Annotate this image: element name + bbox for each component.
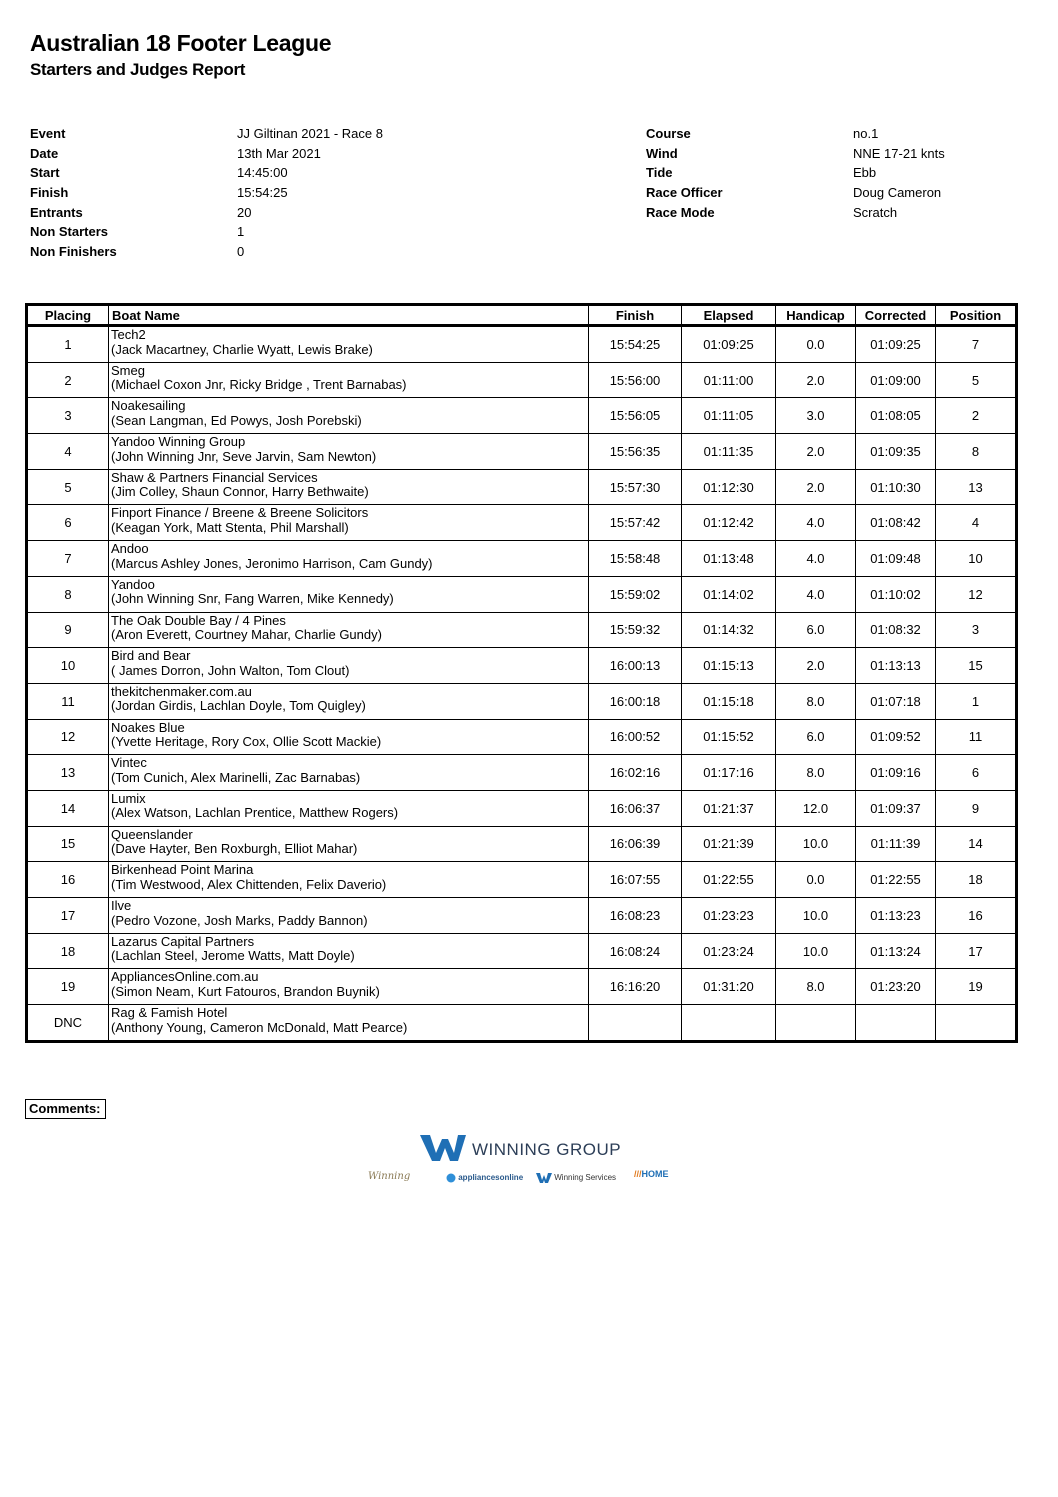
table-row (27, 790, 1017, 826)
handicap-cell: 8.0 (776, 969, 856, 1005)
table-row (27, 541, 1017, 577)
corrected-cell: 01:07:18 (856, 683, 936, 719)
handicap-cell (776, 1005, 856, 1042)
info-row (30, 163, 383, 183)
placing-cell: 11 (27, 683, 109, 719)
info-label: Start (30, 165, 60, 181)
position-cell: 16 (936, 898, 1017, 934)
boat-cell (109, 933, 589, 969)
table-row (27, 648, 1017, 684)
elapsed-cell (682, 1005, 776, 1042)
info-value: 1 (237, 224, 245, 240)
boat-cell (109, 505, 589, 541)
handicap-cell: 2.0 (776, 648, 856, 684)
table-row (27, 862, 1017, 898)
info-value: JJ Giltinan 2021 - Race 8 (237, 126, 383, 141)
finish-cell: 16:00:52 (589, 719, 682, 755)
comments-label: Comments: (25, 1099, 106, 1119)
header-boat-name: Boat Name (109, 305, 589, 326)
info-value: 0 (237, 244, 245, 260)
corrected-cell: 01:13:13 (856, 648, 936, 684)
finish-cell: 15:59:02 (589, 576, 682, 612)
position-cell: 13 (936, 469, 1017, 505)
elapsed-cell: 01:23:23 (682, 898, 776, 934)
header-elapsed: Elapsed (682, 305, 776, 326)
boat-name: Birkenhead Point Marina (111, 863, 254, 878)
header-position: Position (936, 305, 1017, 326)
crew-names: (Keagan York, Matt Stenta, Phil Marshall) (111, 520, 349, 535)
position-cell: 8 (936, 434, 1017, 470)
placing-cell: 12 (27, 719, 109, 755)
appliances-online-logo: appliancesonline (446, 1173, 523, 1183)
boat-name: Andoo (111, 542, 149, 557)
finish-cell: 15:54:25 (589, 326, 682, 363)
elapsed-cell: 01:11:00 (682, 362, 776, 398)
table-row (27, 469, 1017, 505)
info-label: Course (646, 126, 691, 141)
corrected-cell: 01:22:55 (856, 862, 936, 898)
boat-cell (109, 326, 589, 363)
crew-names: (Jack Macartney, Charlie Wyatt, Lewis Brake) (111, 342, 373, 357)
placing-cell: 10 (27, 648, 109, 684)
position-cell (936, 1005, 1017, 1042)
crew-names: (Anthony Young, Cameron McDonald, Matt Pearce) (111, 1020, 408, 1035)
crew-names: (Jordan Girdis, Lachlan Doyle, Tom Quigley) (111, 699, 366, 714)
info-label: Finish (30, 185, 69, 201)
boat-name: The Oak Double Bay / 4 Pines (111, 613, 286, 628)
info-label: Non Starters (30, 224, 109, 240)
elapsed-cell: 01:09:25 (682, 326, 776, 363)
crew-names: (Jim Colley, Shaun Connor, Harry Bethwaite) (111, 485, 369, 500)
boat-name: Smeg (111, 363, 145, 378)
table-row (27, 826, 1017, 862)
placing-cell: 5 (27, 469, 109, 505)
info-row (646, 124, 945, 144)
info-label: Tide (646, 165, 673, 181)
info-row (30, 242, 383, 262)
position-cell: 2 (936, 398, 1017, 434)
corrected-cell: 01:09:48 (856, 541, 936, 577)
corrected-cell: 01:09:52 (856, 719, 936, 755)
info-label: Entrants (30, 204, 83, 220)
winning-group-wordmark: WINNING GROUP (472, 1140, 622, 1159)
elapsed-cell: 01:11:05 (682, 398, 776, 434)
elapsed-cell: 01:17:16 (682, 755, 776, 791)
handicap-cell: 12.0 (776, 790, 856, 826)
info-row (646, 183, 945, 203)
finish-cell: 15:58:48 (589, 541, 682, 577)
boat-name: Yandoo (111, 577, 155, 592)
handicap-cell: 6.0 (776, 612, 856, 648)
finish-cell: 16:07:55 (589, 862, 682, 898)
crew-names: (Lachlan Steel, Jerome Watts, Matt Doyle) (111, 949, 355, 964)
handicap-cell: 0.0 (776, 326, 856, 363)
boat-cell (109, 576, 589, 612)
crew-names: (Dave Hayter, Ben Roxburgh, Elliot Mahar) (111, 842, 358, 857)
position-cell: 17 (936, 933, 1017, 969)
elapsed-cell: 01:12:30 (682, 469, 776, 505)
info-row (30, 183, 383, 203)
handicap-cell: 6.0 (776, 719, 856, 755)
finish-cell: 16:02:16 (589, 755, 682, 791)
boat-name: Lazarus Capital Partners (111, 934, 255, 949)
position-cell: 12 (936, 576, 1017, 612)
finish-cell: 16:08:24 (589, 933, 682, 969)
crew-names: (Tom Cunich, Alex Marinelli, Zac Barnabas) (111, 770, 361, 785)
home-clearance-logo: ///HOME (634, 1169, 669, 1179)
boat-cell (109, 434, 589, 470)
info-value: 13th Mar 2021 (237, 145, 321, 161)
elapsed-cell: 01:23:24 (682, 933, 776, 969)
elapsed-cell: 01:14:32 (682, 612, 776, 648)
info-row (646, 203, 945, 223)
boat-cell (109, 898, 589, 934)
header-placing: Placing (27, 305, 109, 326)
position-cell: 6 (936, 755, 1017, 791)
placing-cell: 13 (27, 755, 109, 791)
position-cell: 5 (936, 362, 1017, 398)
crew-names: (Marcus Ashley Jones, Jeronimo Harrison, Cam Gundy) (111, 556, 433, 571)
results-table (25, 303, 1018, 1043)
handicap-cell: 10.0 (776, 826, 856, 862)
info-label: Non Finishers (30, 244, 117, 260)
handicap-cell: 8.0 (776, 755, 856, 791)
elapsed-cell: 01:15:18 (682, 683, 776, 719)
info-row (30, 124, 383, 144)
placing-cell: 6 (27, 505, 109, 541)
boat-cell (109, 683, 589, 719)
info-value: Doug Cameron (853, 185, 942, 201)
table-row (27, 683, 1017, 719)
handicap-cell: 10.0 (776, 933, 856, 969)
info-value: NNE 17-21 knts (853, 145, 945, 161)
boat-name: Rag & Famish Hotel (111, 1006, 228, 1021)
info-value: 20 (237, 204, 252, 220)
boat-cell (109, 826, 589, 862)
elapsed-cell: 01:15:13 (682, 648, 776, 684)
boat-cell (109, 469, 589, 505)
table-row (27, 612, 1017, 648)
position-cell: 3 (936, 612, 1017, 648)
handicap-cell: 10.0 (776, 898, 856, 934)
info-label: Date (30, 145, 59, 161)
position-cell: 7 (936, 326, 1017, 363)
boat-name: Yandoo Winning Group (111, 435, 246, 450)
info-value: Ebb (853, 165, 877, 181)
boat-name: Ilve (111, 899, 132, 913)
winning-appliances-logo: Winning (368, 1171, 411, 1182)
winning-group-w-icon (418, 1133, 468, 1163)
winning-services-logo: Winning Services (536, 1173, 616, 1183)
corrected-cell: 01:09:37 (856, 790, 936, 826)
elapsed-cell: 01:11:35 (682, 434, 776, 470)
position-cell: 9 (936, 790, 1017, 826)
finish-cell: 15:56:00 (589, 362, 682, 398)
race-info-left (30, 124, 383, 262)
corrected-cell: 01:09:00 (856, 362, 936, 398)
placing-cell: 9 (27, 612, 109, 648)
position-cell: 1 (936, 683, 1017, 719)
handicap-cell: 8.0 (776, 683, 856, 719)
corrected-cell: 01:08:05 (856, 398, 936, 434)
position-cell: 10 (936, 541, 1017, 577)
info-value: 14:45:00 (237, 165, 288, 181)
table-row (27, 576, 1017, 612)
placing-cell: 14 (27, 790, 109, 826)
elapsed-cell: 01:21:37 (682, 790, 776, 826)
boat-name: Vintec (111, 756, 147, 771)
finish-cell: 15:56:05 (589, 398, 682, 434)
header-corrected: Corrected (856, 305, 936, 326)
finish-cell: 15:59:32 (589, 612, 682, 648)
corrected-cell (856, 1005, 936, 1042)
boat-name: Queenslander (111, 827, 193, 842)
finish-cell: 16:00:13 (589, 648, 682, 684)
table-row (27, 969, 1017, 1005)
boat-name: Tech2 (111, 328, 146, 342)
boat-cell (109, 790, 589, 826)
info-row (646, 163, 945, 183)
placing-cell: 1 (27, 326, 109, 363)
table-row (27, 755, 1017, 791)
corrected-cell: 01:13:23 (856, 898, 936, 934)
boat-name: Bird and Bear (111, 649, 191, 664)
position-cell: 14 (936, 826, 1017, 862)
boat-name: AppliancesOnline.com.au (111, 970, 259, 985)
finish-cell: 16:06:39 (589, 826, 682, 862)
boat-name: Finport Finance / Breene & Breene Solicitors (111, 506, 369, 521)
placing-cell: 7 (27, 541, 109, 577)
placing-cell: 3 (27, 398, 109, 434)
info-label: Event (30, 126, 66, 141)
corrected-cell: 01:10:30 (856, 469, 936, 505)
position-cell: 4 (936, 505, 1017, 541)
elapsed-cell: 01:12:42 (682, 505, 776, 541)
info-row (30, 203, 383, 223)
elapsed-cell: 01:14:02 (682, 576, 776, 612)
corrected-cell: 01:09:35 (856, 434, 936, 470)
boat-name: thekitchenmaker.com.au (111, 684, 252, 699)
crew-names: (Tim Westwood, Alex Chittenden, Felix Daverio) (111, 877, 387, 892)
elapsed-cell: 01:21:39 (682, 826, 776, 862)
info-label: Wind (646, 145, 678, 161)
crew-names: (Sean Langman, Ed Powys, Josh Porebski) (111, 413, 362, 428)
elapsed-cell: 01:13:48 (682, 541, 776, 577)
placing-cell: DNC (27, 1005, 109, 1042)
sponsor-logo-row (368, 1169, 688, 1191)
finish-cell (589, 1005, 682, 1042)
placing-cell: 17 (27, 898, 109, 934)
elapsed-cell: 01:15:52 (682, 719, 776, 755)
info-row (30, 144, 383, 164)
handicap-cell: 2.0 (776, 434, 856, 470)
boat-cell (109, 541, 589, 577)
info-label: Race Officer (646, 185, 723, 201)
boat-cell (109, 398, 589, 434)
handicap-cell: 0.0 (776, 862, 856, 898)
results-body (27, 326, 1017, 1042)
winning-group-logo (418, 1133, 622, 1168)
table-row (27, 434, 1017, 470)
crew-names: (Michael Coxon Jnr, Ricky Bridge , Trent Barnabas) (111, 378, 407, 393)
finish-cell: 16:00:18 (589, 683, 682, 719)
boat-cell (109, 755, 589, 791)
placing-cell: 15 (27, 826, 109, 862)
header-handicap: Handicap (776, 305, 856, 326)
corrected-cell: 01:09:16 (856, 755, 936, 791)
table-row (27, 398, 1017, 434)
boat-cell (109, 362, 589, 398)
race-info-right (646, 124, 945, 222)
info-value: no.1 (853, 126, 879, 141)
table-row (27, 1005, 1017, 1042)
corrected-cell: 01:23:20 (856, 969, 936, 1005)
corrected-cell: 01:11:39 (856, 826, 936, 862)
boat-cell (109, 719, 589, 755)
handicap-cell: 3.0 (776, 398, 856, 434)
report-title: Australian 18 Footer League (30, 30, 332, 56)
placing-cell: 4 (27, 434, 109, 470)
table-row (27, 505, 1017, 541)
crew-names: (Yvette Heritage, Rory Cox, Ollie Scott Mackie) (111, 735, 382, 750)
boat-name: Noakesailing (111, 399, 186, 414)
elapsed-cell: 01:22:55 (682, 862, 776, 898)
boat-cell (109, 1005, 589, 1042)
info-value: Scratch (853, 204, 898, 220)
crew-names: (John Winning Jnr, Seve Jarvin, Sam Newton) (111, 449, 377, 464)
report-subtitle: Starters and Judges Report (30, 60, 246, 79)
finish-cell: 15:56:35 (589, 434, 682, 470)
header-finish: Finish (589, 305, 682, 326)
finish-cell: 15:57:42 (589, 505, 682, 541)
table-row (27, 719, 1017, 755)
appliances-online-icon (446, 1173, 456, 1183)
boat-cell (109, 648, 589, 684)
table-row (27, 326, 1017, 363)
elapsed-cell: 01:31:20 (682, 969, 776, 1005)
info-label: Race Mode (646, 204, 715, 220)
position-cell: 18 (936, 862, 1017, 898)
boat-name: Shaw & Partners Financial Services (111, 470, 318, 485)
corrected-cell: 01:09:25 (856, 326, 936, 363)
placing-cell: 16 (27, 862, 109, 898)
info-row (646, 144, 945, 164)
handicap-cell: 2.0 (776, 362, 856, 398)
finish-cell: 15:57:30 (589, 469, 682, 505)
info-row (30, 222, 383, 242)
position-cell: 15 (936, 648, 1017, 684)
placing-cell: 19 (27, 969, 109, 1005)
crew-names: (Pedro Vozone, Josh Marks, Paddy Bannon) (111, 913, 368, 928)
handicap-cell: 4.0 (776, 505, 856, 541)
placing-cell: 2 (27, 362, 109, 398)
table-row (27, 933, 1017, 969)
finish-cell: 16:06:37 (589, 790, 682, 826)
corrected-cell: 01:08:42 (856, 505, 936, 541)
handicap-cell: 2.0 (776, 469, 856, 505)
boat-name: Noakes Blue (111, 720, 185, 735)
boat-cell (109, 612, 589, 648)
crew-names: (John Winning Snr, Fang Warren, Mike Kennedy) (111, 592, 394, 607)
table-row (27, 362, 1017, 398)
corrected-cell: 01:13:24 (856, 933, 936, 969)
table-header-row (27, 305, 1017, 326)
crew-names: (Aron Everett, Courtney Mahar, Charlie Gundy) (111, 628, 382, 642)
table-row (27, 898, 1017, 934)
winning-services-icon (536, 1173, 552, 1183)
corrected-cell: 01:10:02 (856, 576, 936, 612)
crew-names: (Simon Neam, Kurt Fatouros, Brandon Buynik) (111, 984, 380, 999)
finish-cell: 16:16:20 (589, 969, 682, 1005)
finish-cell: 16:08:23 (589, 898, 682, 934)
position-cell: 11 (936, 719, 1017, 755)
placing-cell: 8 (27, 576, 109, 612)
boat-cell (109, 862, 589, 898)
crew-names: ( James Dorron, John Walton, Tom Clout) (111, 663, 350, 678)
boat-name: Lumix (111, 791, 146, 806)
handicap-cell: 4.0 (776, 576, 856, 612)
crew-names: (Alex Watson, Lachlan Prentice, Matthew Rogers) (111, 806, 399, 821)
position-cell: 19 (936, 969, 1017, 1005)
placing-cell: 18 (27, 933, 109, 969)
corrected-cell: 01:08:32 (856, 612, 936, 648)
info-value: 15:54:25 (237, 185, 288, 201)
handicap-cell: 4.0 (776, 541, 856, 577)
boat-cell (109, 969, 589, 1005)
